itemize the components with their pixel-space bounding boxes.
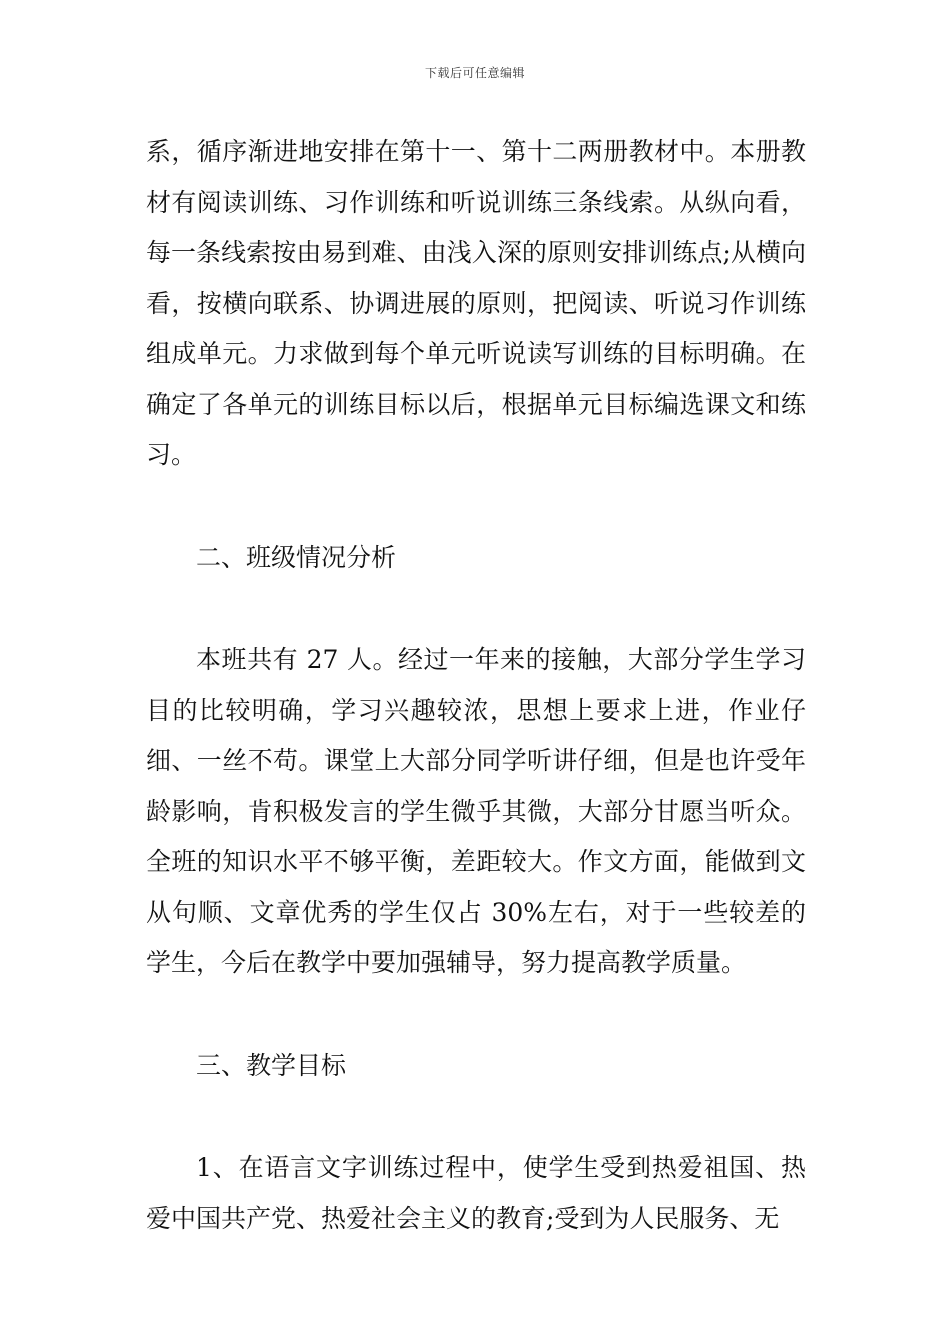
section-heading-teaching-goals: 三、教学目标 [196,1050,347,1080]
paragraph-teaching-goal-1: 1、在语言文字训练过程中，使学生受到热爱祖国、热爱中国共产党、热爱社会主义的教育;受到为人民服务、无 [146,1153,806,1233]
spacer [146,989,806,1041]
header-note: 下载后可任意编辑 [424,66,525,80]
section-heading-class-analysis: 二、班级情况分析 [196,542,397,572]
spacer [146,583,806,635]
spacer [146,481,806,533]
paragraph-textbook-structure: 系，循序渐进地安排在第十一、第十二两册教材中。本册教材有阅读训练、习作训练和听说训练三条线索。从纵向看，每一条线索按由易到难、由浅入深的原则安排训练点;从横向看，按横向联系、协调进展的原则，把阅读、听说习作训练组成单元。力求做到每个单元听说读写训练的目标明确。在确定了各单元的训练目标以后，根据单元目标编选课文和练习。 [146,137,806,469]
document-body [146,127,806,1244]
spacer [146,1091,806,1143]
paragraph-class-analysis: 本班共有 27 人。经过一年来的接触，大部分学生学习目的比较明确，学习兴趣较浓，思想上要求上进，作业仔细、一丝不苟。课堂上大部分同学听讲仔细，但是也许受年龄影响，肯积极发言的学生微乎其微，大部分甘愿当听众。全班的知识水平不够平衡，差距较大。作文方面，能做到文从句顺、文章优秀的学生仅占 30%左右，对于一些较差的学生，今后在教学中要加强辅导，努力提高教学质量。 [146,645,806,977]
